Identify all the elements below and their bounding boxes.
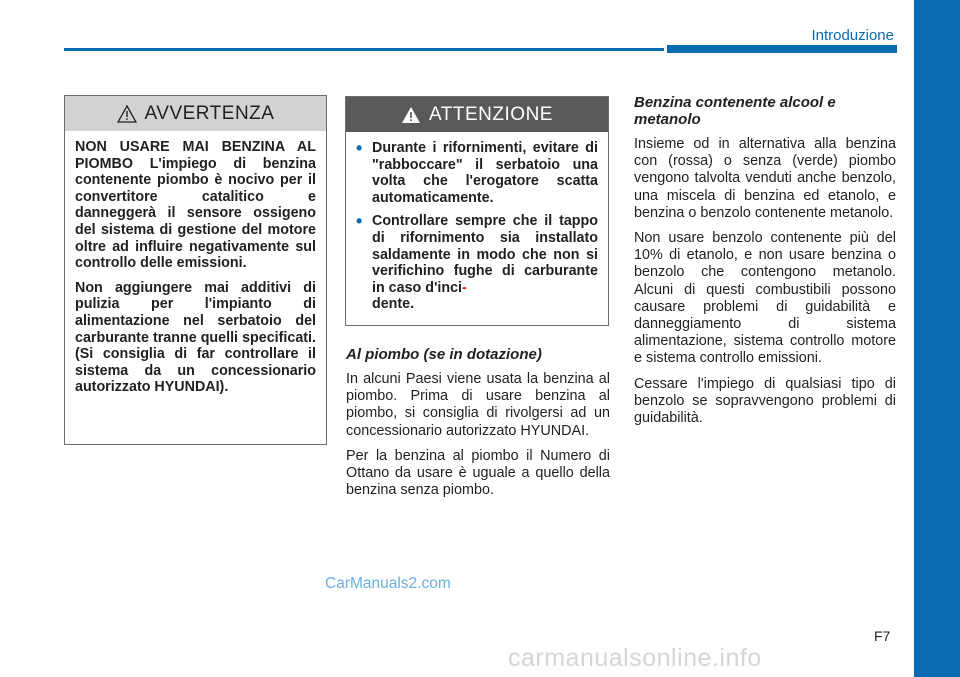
hyphen-mark: -: [462, 279, 467, 296]
section-title: Introduzione: [811, 27, 894, 44]
footer-watermark: carmanualsonline.info: [508, 644, 762, 672]
body-paragraph: Cessare l'impiego di qualsiasi tipo di benzolo se sopravvengono problemi di guidabilità.: [634, 375, 896, 427]
caution-item-text-end: dente.: [372, 296, 415, 313]
caution-box-title: ATTENZIONE: [429, 103, 553, 125]
header-rule-accent: [667, 45, 897, 53]
chapter-side-tab: [914, 0, 960, 677]
leaded-fuel-section: [346, 346, 610, 507]
body-paragraph: Non usare benzolo contenente più del 10% di etanolo, e non usare benzina o benzolo che contengono metanolo. Alcuni di questi combustibili possono causare problemi di guidabilità e danneggiamento di sistema alimentazione, sistema controllo motore e sistema controllo emissioni.: [634, 230, 896, 367]
body-paragraph: Per la benzina al piombo il Numero di Ottano da usare è uguale a quello della benzina senza piombo.: [346, 447, 610, 499]
caution-box-body: [346, 132, 608, 313]
body-paragraph: In alcuni Paesi viene usata la benzina al piombo. Prima di usare benzina al piombo, si consiglia di rivolgersi ad un concessionario autorizzato HYUNDAI.: [346, 371, 610, 439]
body-paragraph: Insieme od in alternativa alla benzina con (rossa) o senza (verde) piombo vengono talvolta venduti anche benzolo, una miscela di benzina ed etanolo, e benzina o benzolo contenente metanolo.: [634, 136, 896, 221]
warning-triangle-icon: [117, 105, 137, 123]
page-number: F7: [874, 628, 891, 644]
caution-list-item: [356, 140, 598, 206]
warning-paragraph: Non aggiungere mai additivi di pulizia per l'impianto di alimentazione nel serbatoio del carburante tranne quelli specificati. (Si consiglia di far controllare il sistema da un concessionario autorizzato HYUNDAI).: [75, 279, 316, 396]
warning-box: [64, 95, 327, 445]
caution-box: [345, 96, 609, 326]
section-heading: Al piombo (se in dotazione): [346, 346, 542, 363]
caution-box-header: [346, 97, 608, 132]
alcohol-fuel-section: [634, 94, 896, 435]
warning-box-title: AVVERTENZA: [144, 102, 275, 124]
warning-box-header: [65, 96, 326, 131]
warning-box-body: [65, 131, 326, 396]
header-rule: [64, 48, 664, 51]
caution-list-item: [356, 213, 598, 313]
caution-item-text: Durante i rifornimenti, evitare di "rabboccare" il serbatoio una volta che l'erogatore scatta automaticamente.: [372, 140, 598, 206]
caution-item-text: Controllare sempre che il tappo di rifornimento sia installato saldamente in modo che non si verifichino fughe di carburante in caso d'inci: [372, 213, 598, 296]
section-heading: Benzina contenente alcool e metanolo: [634, 94, 836, 128]
watermark-link[interactable]: CarManuals2.com: [325, 575, 451, 592]
warning-paragraph: NON USARE MAI BENZINA AL PIOMBO L'impiego di benzina contenente piombo è nocivo per il convertitore catalitico e danneggerà il sensore ossigeno del sistema di gestione del motore oltre ad influire negativamente sul controllo delle emissioni.: [75, 139, 316, 272]
caution-list: [356, 140, 598, 313]
warning-triangle-icon: [401, 106, 421, 124]
